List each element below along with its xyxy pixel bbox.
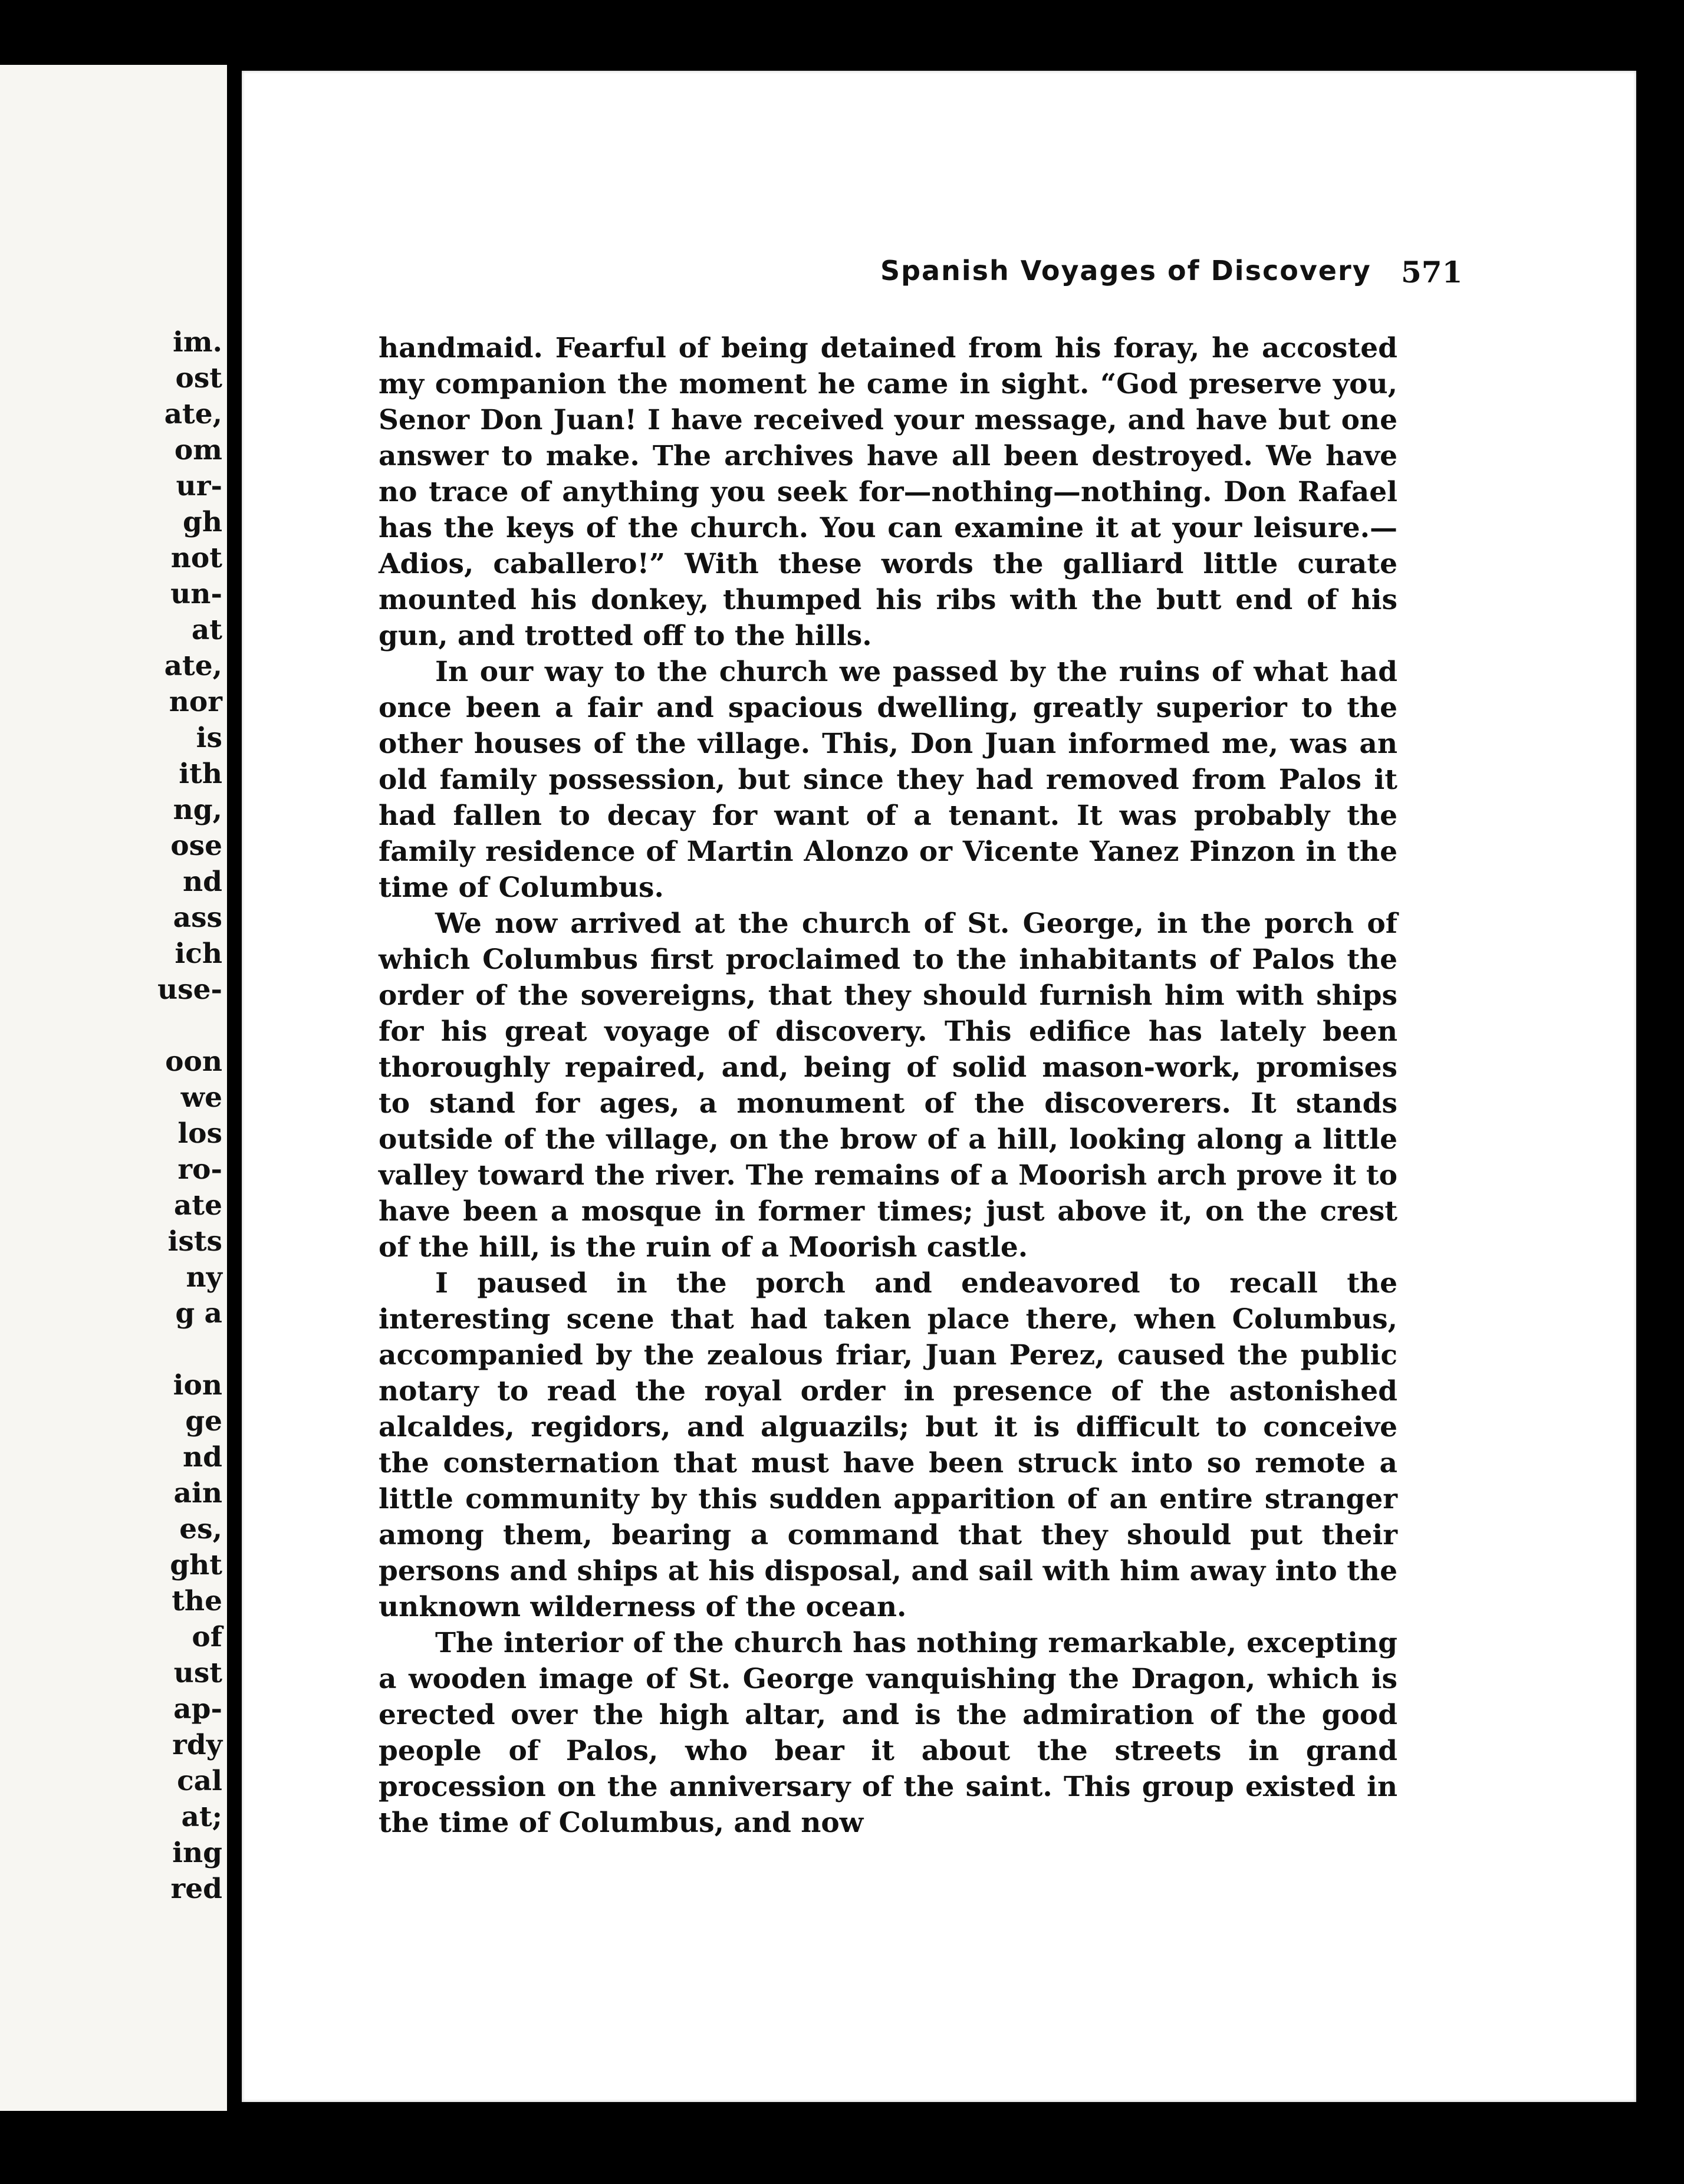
left-line-fragment: ght — [170, 1549, 222, 1581]
left-line-fragment: at; — [181, 1801, 222, 1833]
left-line-fragment: ust — [173, 1657, 222, 1689]
left-line-fragment: cal — [177, 1765, 222, 1797]
left-line-fragment: at — [191, 614, 222, 646]
left-line-fragment: im. — [173, 326, 222, 358]
left-line-fragment: om — [174, 434, 222, 466]
left-line-fragment: rdy — [172, 1729, 222, 1761]
left-line-fragment: ro- — [177, 1153, 222, 1186]
paragraph: In our way to the church we passed by the ruins of what had once been a fair and spacious dwelling, greatly superior to the other houses of the village. This, Don Juan informed me, was an old family possession, but since they had removed from Palos it had fallen to decay for want of a tenant. It was probably the family residence of Martin Alonzo or Vicente Yanez Pinzon in the time of Columbus. — [379, 656, 1397, 904]
left-line-fragment: ge — [185, 1405, 222, 1438]
left-line-fragment: red — [170, 1873, 222, 1905]
left-line-fragment: ass — [173, 902, 222, 934]
book-page — [242, 71, 1636, 2102]
left-line-fragment: is — [196, 722, 222, 754]
left-line-fragment: nd — [182, 866, 222, 898]
left-line-fragment: ny — [186, 1261, 222, 1294]
left-line-fragment: g a — [175, 1297, 222, 1330]
paragraph-gap — [128, 1331, 222, 1367]
left-line-fragment: ich — [175, 938, 222, 970]
left-line-fragment: ate — [173, 1189, 222, 1222]
left-line-fragment: ose — [170, 830, 222, 862]
left-line-fragment: use- — [157, 973, 222, 1006]
left-line-fragment: nor — [169, 686, 222, 718]
left-line-fragment: ost — [175, 362, 222, 394]
paragraph-gap — [128, 1008, 222, 1044]
left-line-fragment: ur- — [176, 470, 222, 502]
left-line-fragment: ate, — [164, 650, 222, 682]
left-line-fragment: un- — [170, 578, 222, 610]
left-line-fragment: not — [170, 542, 222, 574]
left-line-fragment: ists — [167, 1225, 222, 1258]
paragraph: handmaid. Fearful of being detained from his foray, he accosted my companion the moment he came in sight. “God preserve you, Senor Don Juan! I have received your message, and have but one answer to make. The archives have all been destroyed. We have no trace of anything you seek for—nothing—nothing. Don Rafael has the keys of the church. You can examine it at your leisure.—Adios, caballero!” With these words the galliard little curate mounted his donkey, thumped his ribs with the butt end of his gun, and trotted off to the hills. — [379, 332, 1397, 652]
paragraph: I paused in the porch and endeavored to recall the interesting scene that had taken place there, when Columbus, accompanied by the zealous friar, Juan Perez, caused the public notary to read the royal order in presence of the astonished alcaldes, regidors, and alguazils; but it is difficult to conceive the consternation that must have been struck into so remote a little community by this sudden apparition of an entire stranger among them, bearing a command that they should put their persons and ships at his disposal, and sail with him away into the unknown wilderness of the ocean. — [379, 1267, 1397, 1623]
left-line-fragment: los — [177, 1117, 222, 1150]
running-head-title: Spanish Voyages of Discovery — [880, 255, 1371, 287]
running-head — [625, 255, 1636, 302]
paragraph: We now arrived at the church of St. George, in the porch of which Columbus first proclaimed to the inhabitants of Palos the order of the sovereigns, that they should furnish him with ships for his great voyage of discovery. This edifice has lately been thoroughly repaired, and, being of solid mason-work, promises to stand for ages, a monument of the discoverers. It stands outside of the village, on the brow of a hill, looking along a little valley toward the river. The remains of a Moorish arch prove it to have been a mosque in former times; just above it, on the crest of the hill, is the ruin of a Moorish castle. — [379, 907, 1397, 1264]
left-line-fragment: gh — [182, 506, 222, 538]
left-line-fragment: ap- — [173, 1693, 222, 1725]
left-line-fragment: ng, — [173, 794, 222, 826]
left-line-fragment: ing — [172, 1837, 222, 1869]
left-line-fragment: the — [172, 1585, 222, 1617]
left-line-fragment: we — [180, 1081, 222, 1114]
left-line-fragment: of — [192, 1621, 222, 1653]
left-line-fragment: ain — [173, 1477, 222, 1509]
left-line-fragment: nd — [182, 1441, 222, 1473]
left-line-fragment: es, — [179, 1513, 222, 1545]
body-text — [379, 330, 1397, 1841]
page-number: 571 — [1401, 255, 1463, 290]
left-line-fragment: ate, — [164, 398, 222, 430]
left-page-fragment — [0, 65, 227, 2111]
paragraph: The interior of the church has nothing remarkable, excepting a wooden image of St. George vanquishing the Dragon, which is erected over the high altar, and is the admiration of the good people of Palos, who bear it about the streets in grand procession on the anniversary of the saint. This group existed in the time of Columbus, and now — [379, 1627, 1397, 1839]
left-line-fragment: ion — [173, 1369, 222, 1402]
left-line-fragment: oon — [165, 1045, 222, 1078]
left-line-fragment: ith — [179, 758, 222, 790]
left-page-line-ends — [128, 324, 222, 1907]
